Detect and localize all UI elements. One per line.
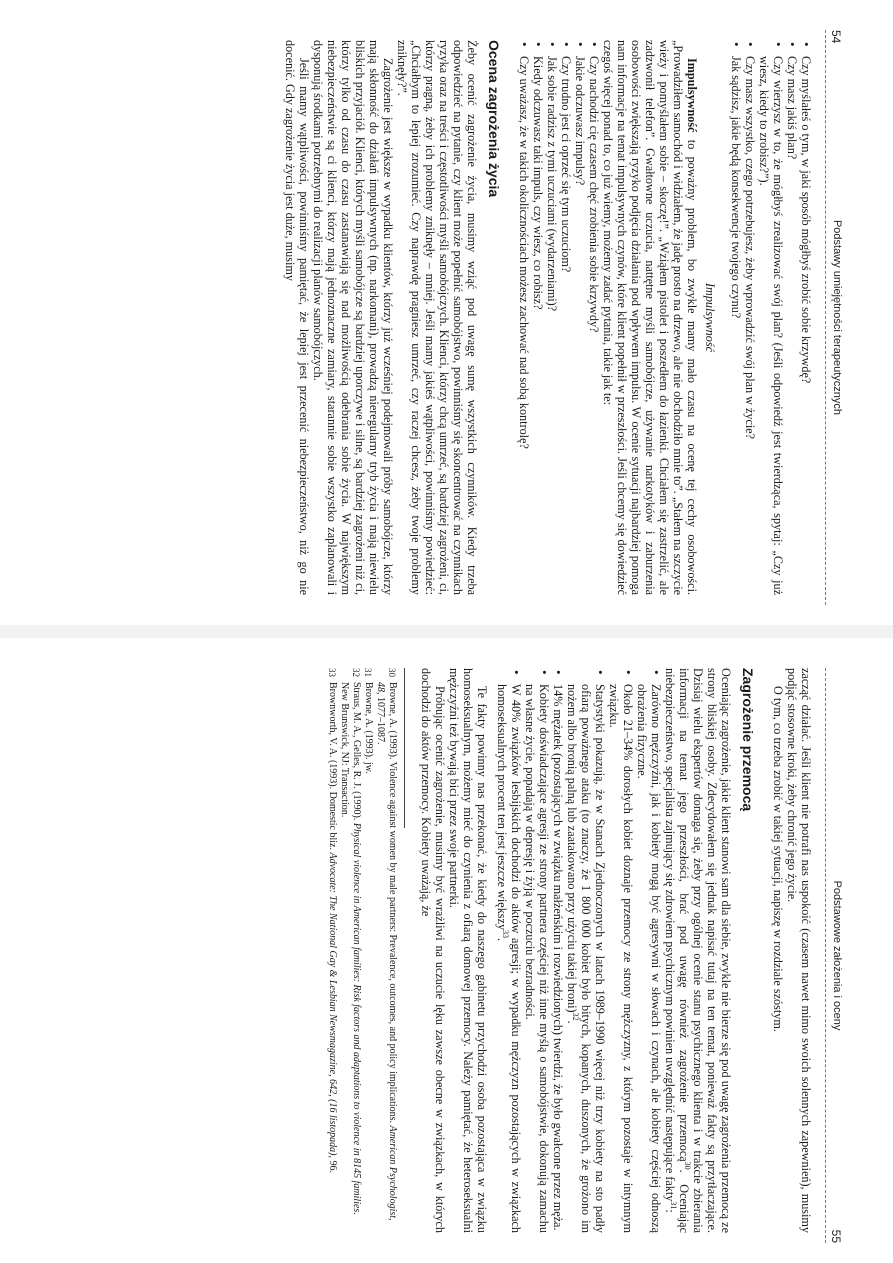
footnote-ref: 30 — [683, 1161, 693, 1170]
body-paragraph: zacząć działać. Jeśli klient nie potrafi nas uspokoić (czasem nawet mimo swoich solennych zapewnień), musimy podjąć stosowne kroki, żeby chronić jego życie. — [785, 668, 813, 1233]
running-head: Podstawy umiejętności terapeutycznych — [831, 219, 843, 416]
list-item — [551, 668, 565, 1233]
fact-text: Statystyki pokazują, że w Stanach Zjednoczonych w latach 1989–1990 więcej niż trzy kobiety na sto padły ofiarą poważnego ataku (to znaczy, że 1 800 000 kobiet było bitych, kopanych, duszonych, że grożono im nożem albo bronią palną lub zaatakowano przy użyciu takiej broni) — [565, 684, 607, 1233]
footnote-journal: Advocate: The National Gay & Lesbian Newsmagazine, 642, (16 listopada) — [327, 852, 338, 1156]
fact-text: Około 21–34% dorosłych kobiet doznaje przemocy ze strony mężczyzny, z którym pozostaje w intymnym związku. — [607, 684, 635, 1233]
list-item: • W 40% związków lesbijskich dochodzi do aktów agresji; w wypadku mężczyzn pozostających w związkach homoseksualnych procent ten jest jeszcze większy$^{33}$. — [495, 668, 523, 1233]
page-55 — [0, 638, 893, 1263]
footnote-rule — [404, 668, 405, 828]
impulsivity-questions-list — [517, 40, 601, 595]
footnote-book-title: Physical violence in American families: Risk factors and adaptations to violence in 8145 families — [351, 822, 362, 1213]
paragraph-text: to poważny problem, bo zwykle mamy mało czasu na ocenę tej cechy osobowości. „Prowadziłem samochód i widziałem, że jadę prosto na drzewo, ale nie obchodziło mnie to”. „Stałem na szczycie wieży i pomyślałem sobie – skoczę!”. „Wziąłem pistolet i poszedłem do łazienki. Chciałem się zastrzelić, ale zadzwonił telefon”. Gwałtowne uczucia, nattętne myśli samobójcze, używanie narkotyków i zaburzenia osobowości zwiększają ryzyko podjęcia działania pod wpływem impulsu. W ocenie sytuacji najbardziej pomoga nam informacje na temat impulsywnych czynów, które klient popełnił w przeszłości. Jeśli chcemy się dowiedzieć czegoś więcej ponad to, co już wiemy, możemy zadać pytania, takie jak te: — [601, 40, 699, 595]
footnote — [338, 668, 362, 1233]
footnote-text: , 1077–1087. — [375, 692, 386, 745]
fact-text: Zarówno mężczyźni, jak i kobiety mogą być agresywni w słowach i czynach, ale kobiety częściej odnoszą obrażenia fizyczne. — [635, 684, 663, 1233]
running-head: Podstawowe założenia i oceny — [831, 880, 843, 1031]
list-item: • Jak sądzisz, jakie będą konsekwencje twojego czynu? — [729, 40, 743, 595]
book-gutter — [0, 625, 893, 638]
footnote-text: . New Brunswick, NJ: Transaction. — [339, 682, 362, 1215]
body-paragraph — [663, 668, 733, 1233]
footnote-number: 31 — [363, 668, 373, 677]
page-header — [821, 30, 843, 605]
page-number: 54 — [829, 30, 843, 44]
header-rule — [825, 30, 826, 605]
footnote-number: 33 — [327, 668, 337, 677]
body-paragraph: Próbując ocenić zagrożenie, musimy być wrażliwi na uczucie lęku zawsze obecne w związkach, w których dochodzi do aktów przemocy. Kobiety uważają, że — [419, 668, 447, 1233]
paragraph-text: . Oceniając niebezpieczeństwo, specjalista zajmujący się zdrowiem psychicznym powinien uwzględnić następujące fakty — [663, 668, 691, 1233]
suicide-questions-list — [729, 40, 813, 595]
paragraph-text: : — [663, 1209, 677, 1213]
list-item: • Jak sobie radzisz z tymi uczuciami (wydarzeniami)? — [545, 40, 559, 595]
footnote-number: 30 — [387, 668, 397, 677]
list-item: • Czy masz wszystko, czego potrzebujesz, żeby wprowadzić swój plan w życie? — [743, 40, 757, 595]
list-item: • Czy uważasz, że w takich okolicznościach możesz zachować nad sobą kontrolę? — [517, 40, 531, 595]
list-item — [607, 668, 635, 1233]
footnote-text: Browne, A. (1993). jw. — [363, 682, 374, 774]
body-paragraph: Żeby ocenić zagrożenie życia, musimy wziąć pod uwagę sumę wszystkich czynników. Kiedy trzeba odpowiedzieć na pytanie, czy klient może popełnić samobójstwo, powinniśmy się skoncentrować na czynnikach ryzyka oraz na treści i częstotliwości myśli samobójczych. Klienci, którzy chcą umrzeć, są bardziej zagrożeni, ci, którzy pragną, żeby ich problemy zniknęły – mniej. Jeśli mamy jakieś wątpliwości, powinniśmy powiedzieć: „Chciałbym to lepiej zrozumieć. Czy naprawdę pragniesz umrzeć, czy raczej chcesz, żeby twoje problemy zniknęły?”. — [395, 40, 479, 595]
page-body — [10, 668, 813, 1233]
section-subheading-impulsivity: Impulsywność — [703, 282, 717, 353]
bold-lead-term: Impulsywność — [685, 58, 699, 133]
footnote-text: Browne, A. (1993). Violence against women by male partners: Prevalence, outcomes, and policy implications. — [387, 682, 398, 1126]
page-54 — [0, 0, 893, 625]
footnote-ref: 33 — [501, 930, 511, 939]
fact-text: 14% mężatek (pozostających w związku małżeńskim i rozwiedzionych) twierdzi, że było gwałcone przez męża. — [551, 684, 565, 1231]
header-rule — [825, 668, 826, 1243]
footnotes — [326, 668, 398, 1233]
footnote-text: Straus, M. A., Gelles, R. J. (1990). — [351, 682, 362, 823]
fact-text: Kobiety doświadczające agresji ze strony partnera częściej niż inne myślą o samobójstwie, dokonują zamachu na własne życie, popadają w depresję i żyją w poczuciu bezradności. — [523, 684, 551, 1233]
paragraph-text: Oceniając zagrożenie, jakie klient stanowi sam dla siebie, zwykle nie bierze się pod uwagę zagrożenia przemocą ze strony bliskiej osoby. Zdecydowałem się jednak napisać tutaj na ten temat, ponieważ fakty są przytłaczające. Dzisiaj wielu ekspertów domaga się, żeby przy ogólnej ocenie stanu psychicznego klienta i w trakcie zbierania informacji na temat jego przeszłości, brać pod uwagę również zagrożenie przemocą — [677, 668, 733, 1233]
section-heading-violence: Zagrożenie przemocą — [740, 668, 756, 812]
page-number: 55 — [829, 1229, 843, 1243]
footnote — [326, 668, 338, 1233]
footnote — [362, 668, 374, 1233]
list-item: • Czy masz jakiś plan? — [785, 40, 799, 595]
footnote-ref: 31 — [669, 1201, 679, 1210]
list-item: • Czy trudno jest ci oprzeć się tym uczuciom? — [559, 40, 573, 595]
page-body — [10, 40, 813, 595]
footnote-text: Brownworth, V. A. (1993). Domestic bliz. — [327, 682, 338, 853]
footnote-number: 32 — [351, 668, 361, 677]
body-paragraph: Te fakty powinny nas przekonać, że kiedy do naszego gabinetu przychodzi osoba pozostająca w związku homoseksualnym, możemy mieć do czynienia z ofiarą domowej przemocy. Należy pamiętać, że heteroseksualni mężczyźni też bywają bici przez swoje partnerki. — [447, 668, 489, 1233]
body-paragraph: O tym, co trzeba zrobić w takiej sytuacji, napiszę w rozdziale szóstym. — [771, 686, 785, 1032]
page-header — [821, 668, 843, 1243]
list-item — [635, 668, 663, 1233]
violence-facts-list — [495, 668, 663, 1233]
fact-text: W 40% związków lesbijskich dochodzi do aktów agresji; w wypadku mężczyzn pozostających w związkach homoseksualnych procent ten jest jeszcze większy — [495, 684, 523, 1233]
list-item: • Statystyki pokazują, że w Stanach Zjednoczonych w latach 1989–1990 więcej niż trzy kobiety na sto padły ofiarą poważnego ataku (to znaczy, że 1 800 000 kobiet było bitych, kopanych, duszonych, że grożono im nożem albo bronią palną lub zaatakowano przy użyciu takiej broni)$^{32}$. — [565, 668, 607, 1233]
list-item: • Czy nachodzi cię czasem chęć zrobienia sobie krzywdy? — [587, 40, 601, 595]
footnote-text: , 96. — [327, 1155, 338, 1174]
footnote-journal: American Psychologist, 48 — [375, 682, 398, 1221]
section-heading-life-threat: Ocena zagrożenia życia — [486, 40, 502, 198]
footnote-ref: 32 — [571, 1012, 581, 1021]
impulsivity-paragraph — [601, 40, 699, 595]
list-item: • Kiedy odczuwasz taki impuls, czy wiesz, co robisz? — [531, 40, 545, 595]
list-item — [523, 668, 551, 1233]
body-paragraph: Zagrożenie jest większe w wypadku klientów, którzy już wcześniej podejmowali próby samobójcze, którzy mają skłonność do działań impulsywnych (np. narkomani), prowadzą nieregularny tryb życia i mają niewielu bliskich przyjaciół. Klienci, których myśli samobójcze są bardziej uporczywe i silne, są bardziej zagrożeni niż ci, którzy tylko od czasu do czasu zastanawiają się nad możliwością odebrania sobie życia. W największym niebezpieczeństwie są ci klienci, którzy mają jednoznaczne zamiary, starannie sobie wszystko zaplanowali i dysponują środkami potrzebnymi do realizacji planów samobójczych. — [311, 40, 395, 595]
list-item: • Czy wierzysz w to, że mógłbyś zrealizować swój plan? (Jeśli odpowiedź jest twierdząca, spytaj: „Czy już wiesz, kiedy to zrobisz?”). — [757, 40, 785, 595]
list-item: • Jakie odczuwasz impulsy? — [573, 40, 587, 595]
footnote — [374, 668, 398, 1233]
body-paragraph: Jeśli mamy wątpliwości, powinniśmy pamiętać, że lepiej jest przecenić niebezpieczeństwo, niż go nie docenić. Gdy zagrożenie życia jest duże, musimy — [283, 40, 311, 595]
list-item: • Czy myślałeś o tym, w jaki sposób mógłbyś zrobić sobie krzywdę? — [799, 40, 813, 595]
